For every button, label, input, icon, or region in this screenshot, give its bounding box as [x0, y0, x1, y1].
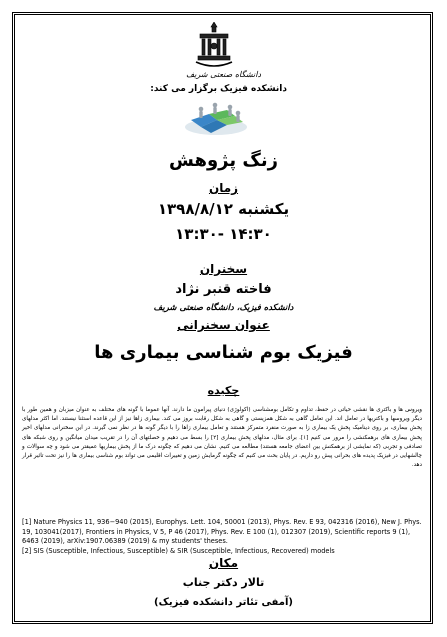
reference-1: [1] Nature Physics 11, 936−940 (2015), Europhys. Lett. 104, 50001 (2013), Phys. Rev. E 93, 042316 (2016), New J. Phys. 19, 103041(2017), Frontiers in Physics, V 5, P 46 (2017), Phys. Rev. E 100 (1), 012307 (2019), Scientific reports 9 (1), 6463 (2019), arXiv:1907.06389 (2019) & my students' theses.	[22, 518, 422, 546]
speaker-affiliation: دانشکده فیزیک، دانشگاه صنعتی شریف	[153, 303, 294, 313]
speaker-name: فاخته قنبر نژاد	[175, 282, 272, 297]
university-name: دانشگاه صنعتی شریف	[185, 70, 262, 79]
venue-note: (آمفی تئاتر دانشکده فیزیک)	[154, 597, 293, 608]
abstract-heading: چکیده	[207, 384, 240, 397]
organizer-line: دانشکده فیزیک برگزار می کند:	[150, 84, 287, 94]
abstract-text: ویروس ها و باکتری ها نقشی حیاتی در حفظ، تداوم و تکامل بومشناسی (اکولوژی) دنیای پیرامون ما دارند. آنها عموما با گونه های مختلف به عنوان میزبان و همین طور با دیگر ویروسها و باکتریها در تعامل اند. این تعامل گاهی به شکل همزیستی و گاهی به شکل رقابت بروز می کند. بیماری زاها نیز از این قاعده استثنا نیستند. اما اکثر مدلهای پخش بیماری، بر روی دینامیک پخش یک بیماری زا به صورت منفرد متمرکز هستند و تعامل بیماری زاها را با دیگر گونه ها در نظر نمی گیرند. در این سخنرانی مدلهای اخیر پخش بیماری های برهمکنشی را مرور می کنیم [۱]. برای مثال، مدلهای پخش بیماری [۲] را بسط می دهیم و خصلتهای آن را در تقریب میدان میانگین و روی شبکه های تصادفی و تجربی (که نمایشی از برهمکنش بین اعضای جامعه هستند) مطالعه می کنیم. نشان می دهیم که چگونه درک ما از پخش بیماریها عمیقتر می شود و چه سوالات و چالشهایی در فیزیک پدیده های بحرانی پیش رو داریم. در پایان بحث می کنیم که چگونه گرمایش زمین و تغییرات اقلیمی می تواند بوم شناسی بیماری ها را نیز تحت تاثیر قرار دهد.	[22, 407, 422, 469]
venue-heading: مکان	[208, 556, 239, 570]
reference-2: [2] SIS (Susceptible, Infectious, Susceptible) & SIR (Susceptible, Infectious, Recovered) models	[22, 546, 335, 555]
sharif-university-logo-icon	[192, 22, 236, 72]
event-hours: ۱۴:۳۰ -۱۳:۳۰	[175, 225, 272, 243]
venue-hall: تالار دکتر جناب	[182, 576, 265, 589]
event-date: یکشنبه ۱۳۹۸/۸/۱۲	[157, 200, 290, 218]
speaker-heading: سخنران	[199, 262, 248, 276]
time-heading: زمان	[208, 181, 239, 195]
references	[22, 518, 422, 556]
puzzle-people-icon	[183, 100, 249, 138]
talk-title: فیزیک بوم شناسی بیماری ها	[94, 342, 353, 363]
event-title: زنگ پژوهش	[169, 150, 278, 171]
talk-heading: عنوان سخنرانی	[177, 318, 270, 332]
